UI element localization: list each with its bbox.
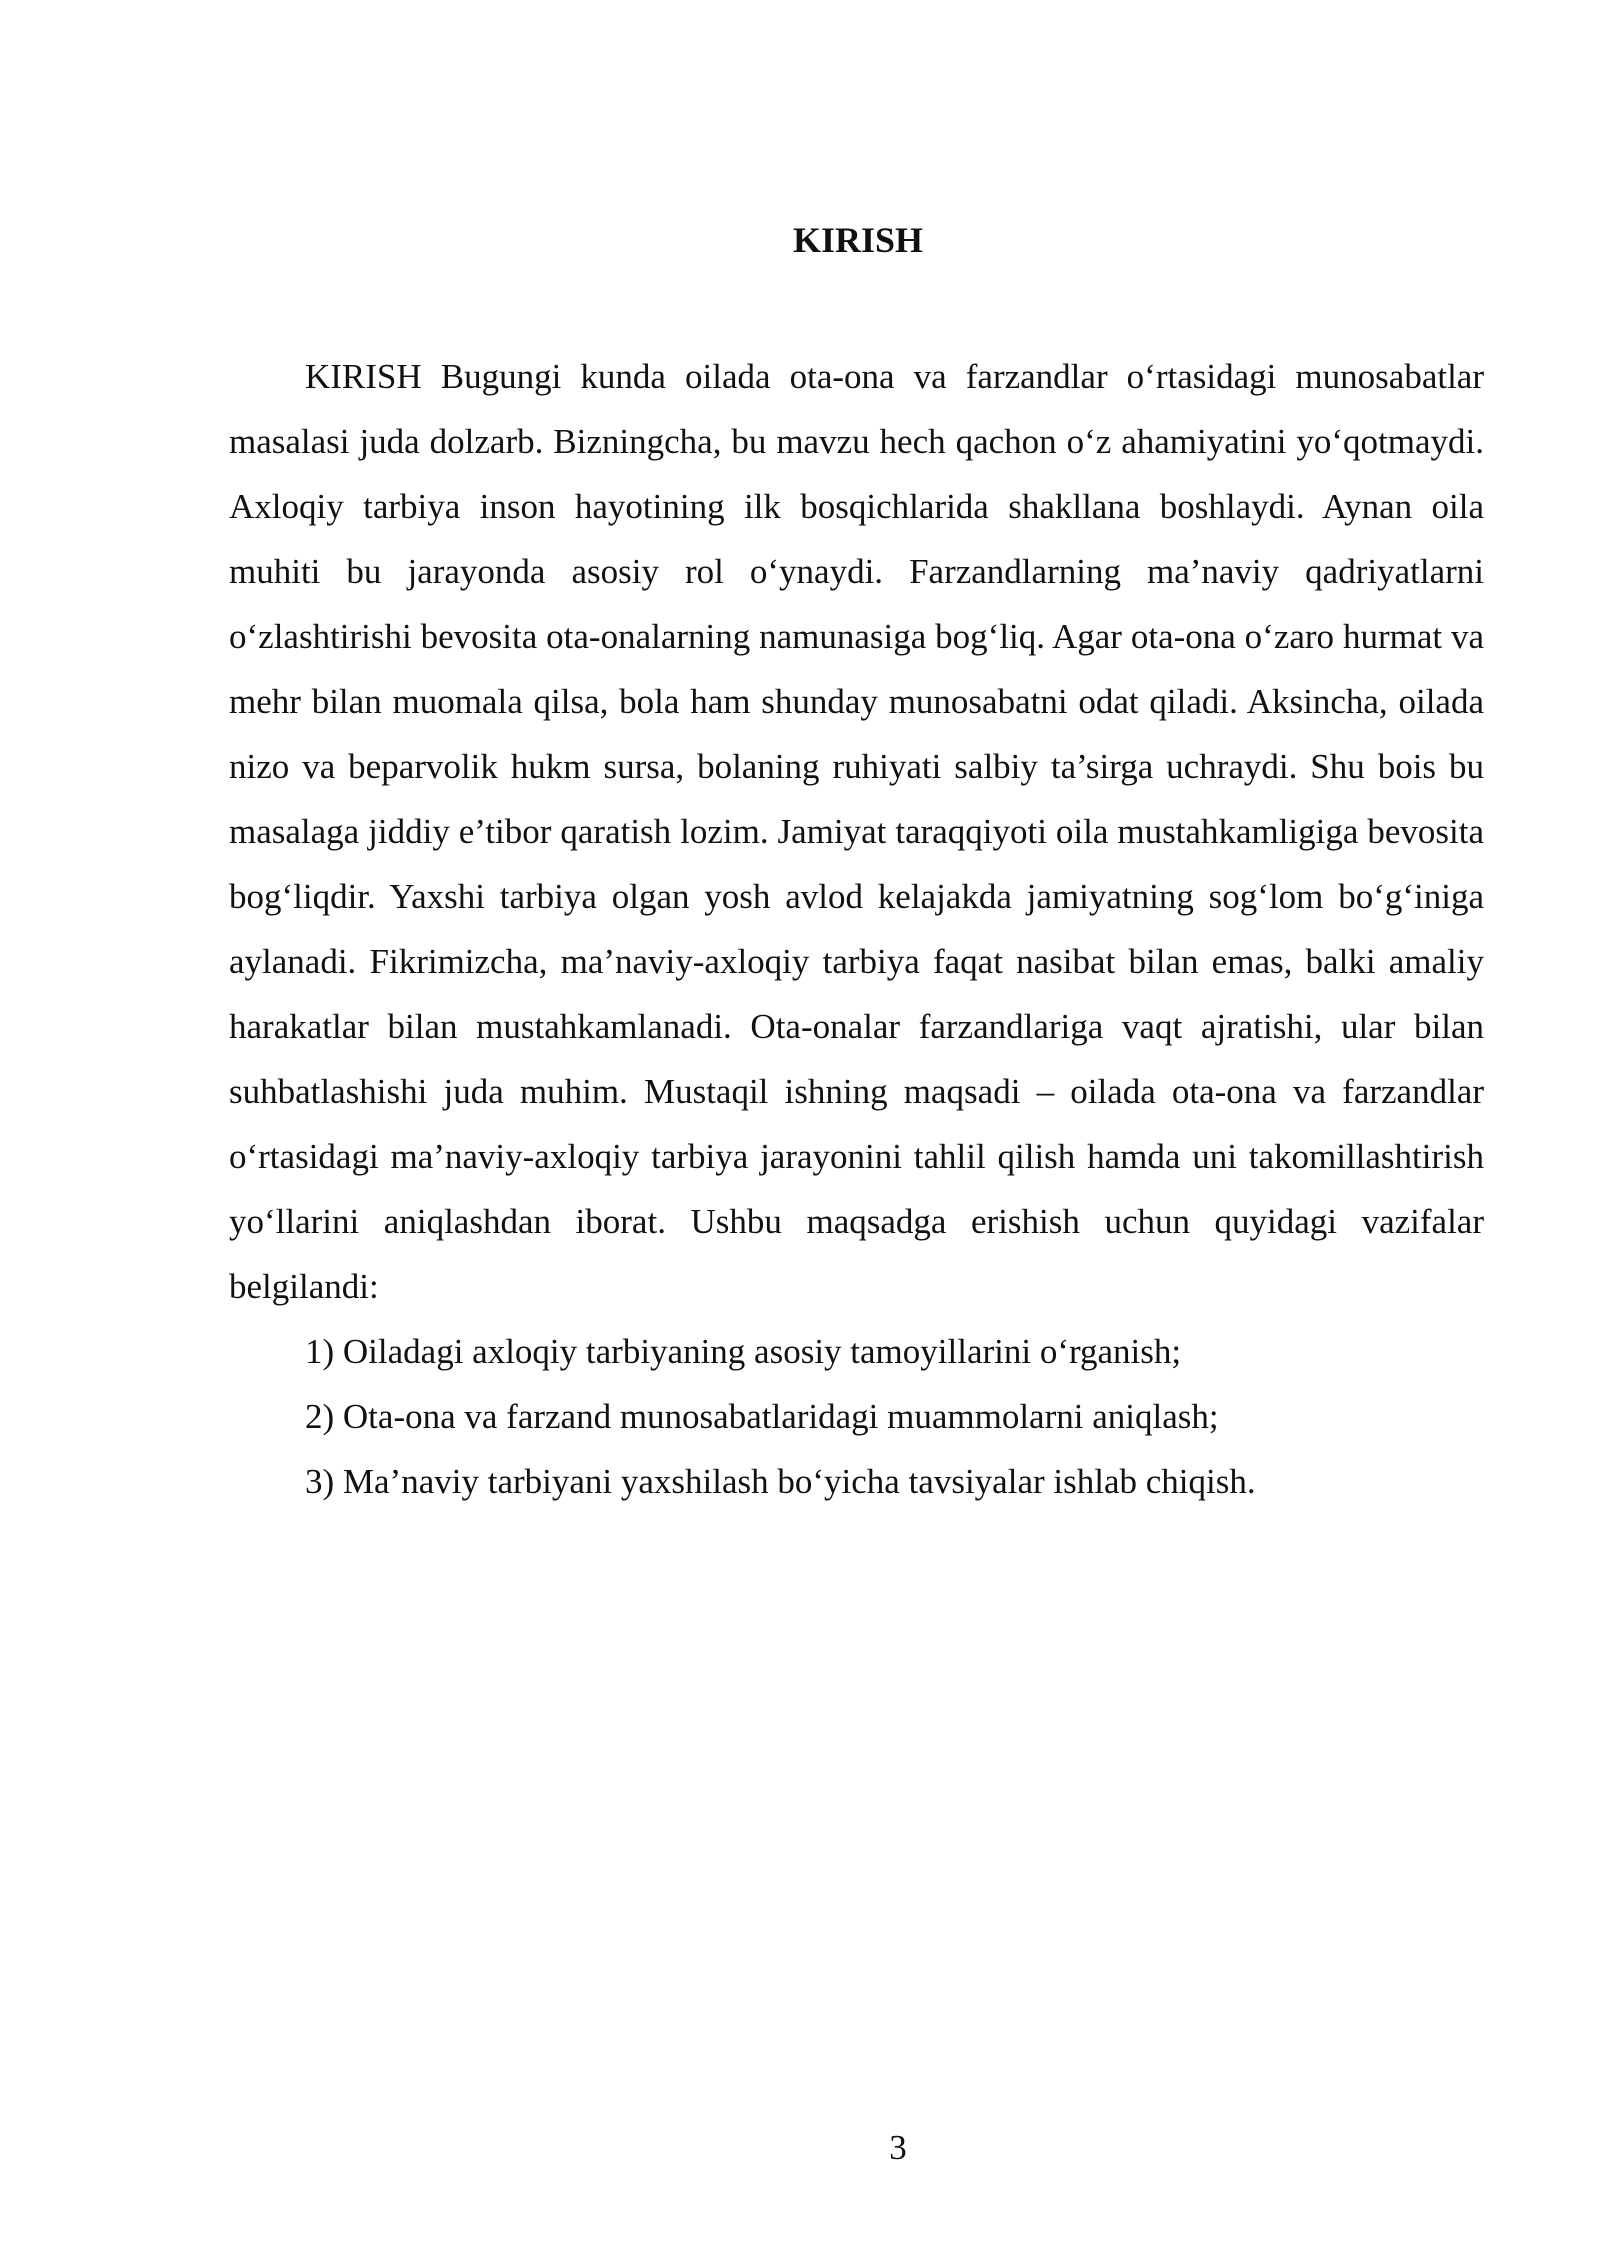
- document-body: [229, 344, 1484, 1514]
- task-item: 2) Ota-ona va farzand munosabatlaridagi muammolarni aniqlash;: [305, 1397, 1219, 1436]
- page-number: 3: [889, 2128, 907, 2167]
- task-item: 1) Oiladagi axloqiy tarbiyaning asosiy tamoyillarini o‘rganish;: [305, 1332, 1182, 1371]
- heading-text: KIRISH: [792, 220, 924, 260]
- intro-paragraph: KIRISH Bugungi kunda oilada ota-ona va farzandlar o‘rtasidagi munosabatlar masalasi juda dolzarb. Bizningcha, bu mavzu hech qachon o‘z ahamiyatini yo‘qotmaydi. Axloqiy tarbiya inson hayotining ilk bosqichlarida shakllana boshlaydi. Aynan oila muhiti bu jarayonda asosiy rol o‘ynaydi. Farzandlarning ma’naviy qadriyatlarni o‘zlashtirishi bevosita ota-onalarning namunasiga bog‘liq. Agar ota-ona o‘zaro hurmat va mehr bilan muomala qilsa, bola ham shunday munosabatni odat qiladi. Aksincha, oilada nizo va beparvolik hukm sursa, bolaning ruhiyati salbiy ta’sirga uchraydi. Shu bois bu masalaga jiddiy e’tibor qaratish lozim. Jamiyat taraqqiyoti oila mustahkamligiga bevosita bog‘liqdir. Yaxshi tarbiya olgan yosh avlod kelajakda jamiyatning sog‘lom bo‘g‘iniga aylanadi. Fikrimizcha, ma’naviy-axloqiy tarbiya faqat nasibat bilan emas, balki amaliy harakatlar bilan mustahkamlanadi. Ota-onalar farzandlariga vaqt ajratishi, ular bilan suhbatlashishi juda muhim. Mustaqil ishning maqsadi – oilada ota-ona va farzandlar o‘rtasidagi ma’naviy-axloqiy tarbiya jarayonini tahlil qilish hamda uni takomillashtirish yo‘llarini aniqlashdan iborat. Ushbu maqsadga erishish uchun quyidagi vazifalar belgilandi:: [229, 357, 1484, 1306]
- task-list: [229, 1319, 1484, 1514]
- task-item: 3) Ma’naviy tarbiyani yaxshilash bo‘yicha tavsiyalar ishlab chiqish.: [305, 1462, 1256, 1501]
- section-heading: [0, 218, 1600, 262]
